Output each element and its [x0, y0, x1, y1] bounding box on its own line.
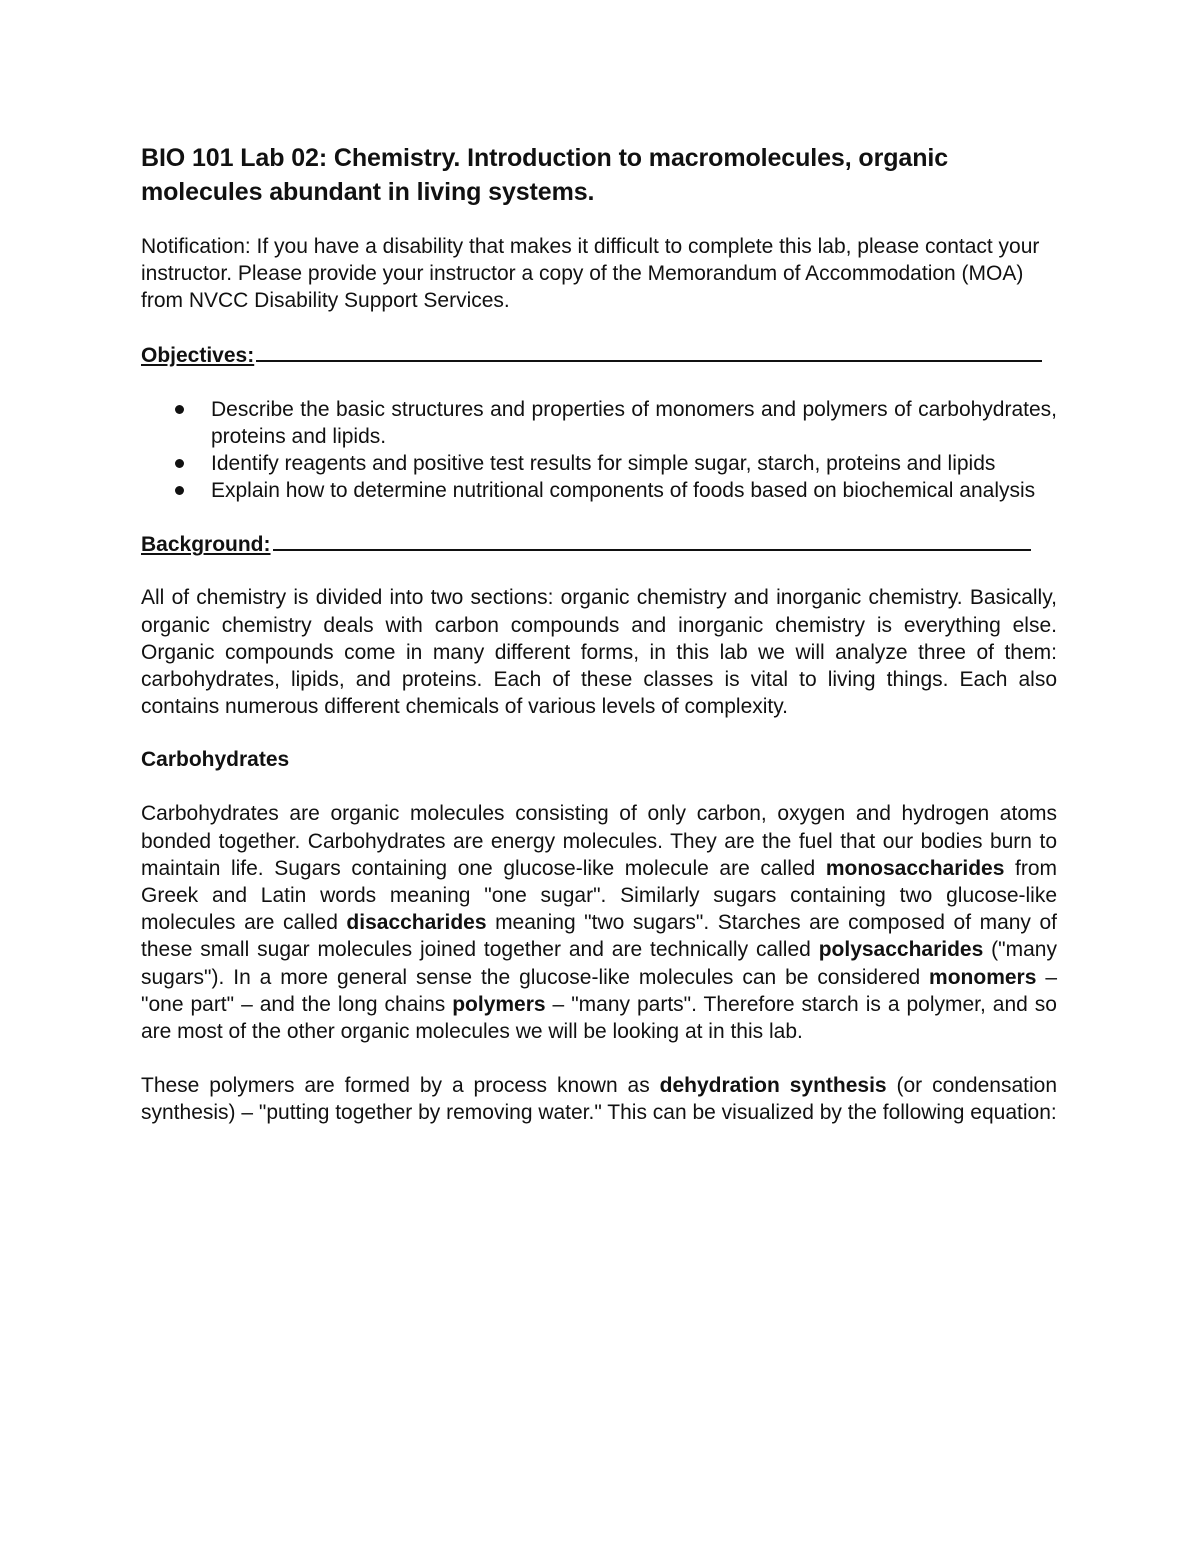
- text-run: These polymers are formed by a process known as: [141, 1074, 660, 1098]
- objective-text: Explain how to determine nutritional components of foods based on biochemical analysis: [211, 479, 1036, 503]
- text-run: (or condensation synthesis) – "putting together by removing water." This can be visualized by the following equation:: [141, 1074, 1058, 1125]
- objective-text: Identify reagents and positive test results for simple sugar, starch, proteins and lipids: [211, 452, 996, 476]
- term-polysaccharides: polysaccharides: [818, 938, 984, 962]
- carbohydrates-heading: Carbohydrates: [141, 748, 290, 772]
- carbohydrates-paragraph-1: [141, 800, 1057, 1045]
- term-monomers: monomers: [929, 965, 1037, 989]
- carbohydrates-paragraph-2: [141, 1072, 1057, 1126]
- text-run: Carbohydrates are organic molecules consisting of only carbon, oxygen and hydrogen atoms bonded together. Carbohydrates are energy molecules. They are the fuel that our bodies burn to maintain life. Sugars containing one glucose-like molecule are called: [141, 802, 1057, 880]
- document-title: BIO 101 Lab 02: Chemistry. Introduction to macromolecules, organic molecules abundant in living systems.: [141, 144, 949, 206]
- term-disaccharides: disaccharides: [346, 911, 487, 935]
- background-paragraph: All of chemistry is divided into two sections: organic chemistry and inorganic chemistry. Basically, organic chemistry deals with carbon compounds and inorganic chemistry is everything else. Organic compounds come in many different forms, in this lab we will analyze three of them: carbohydrates, lipids, and proteins. Each of these classes is vital to living things. Each also contains numerous different chemicals of various levels of complexity.: [141, 586, 1057, 719]
- objectives-heading-label: Objectives:: [141, 343, 255, 367]
- text-run: ("many sugars"). In a more general sense the glucose-like molecules can be considered: [141, 938, 1057, 989]
- objectives-heading-rule: [256, 359, 1042, 362]
- text-run: from Greek and Latin words meaning "one sugar". Similarly sugars containing two glucose-like molecules are called: [141, 856, 1057, 935]
- text-run: – "one part" – and the long chains: [141, 965, 1058, 1016]
- text-run: meaning "two sugars". Starches are composed of many of these small sugar molecules joined together and are technically called: [141, 911, 1057, 962]
- bullet-icon: [175, 405, 184, 414]
- bullet-icon: [175, 459, 184, 468]
- objectives-heading: [141, 342, 1057, 369]
- objectives-list: [141, 396, 1057, 505]
- term-dehydration-synthesis: dehydration synthesis: [659, 1074, 887, 1098]
- background-heading: [141, 531, 1057, 558]
- disability-notification: Notification: If you have a disability that makes it difficult to complete this lab, please contact your instructor. Please provide your instructor a copy of the Memorandum of Accommodation (MOA) from NVCC Disability Support Services.: [141, 235, 1040, 313]
- text-run: – "many parts". Therefore starch is a polymer, and so are most of the other organic molecules we will be looking at in this lab.: [141, 992, 1057, 1044]
- bullet-icon: [175, 486, 184, 495]
- background-heading-label: Background:: [141, 533, 271, 557]
- document-content: [141, 141, 1057, 1127]
- objective-text: Describe the basic structures and properties of monomers and polymers of carbohydrates, proteins and lipids.: [211, 397, 1057, 448]
- objective-item: [141, 477, 1057, 504]
- term-monosaccharides: monosaccharides: [825, 856, 1005, 880]
- objective-item: [141, 450, 1057, 477]
- objective-item: [141, 396, 1057, 450]
- term-polymers: polymers: [452, 992, 546, 1016]
- background-heading-rule: [273, 548, 1031, 551]
